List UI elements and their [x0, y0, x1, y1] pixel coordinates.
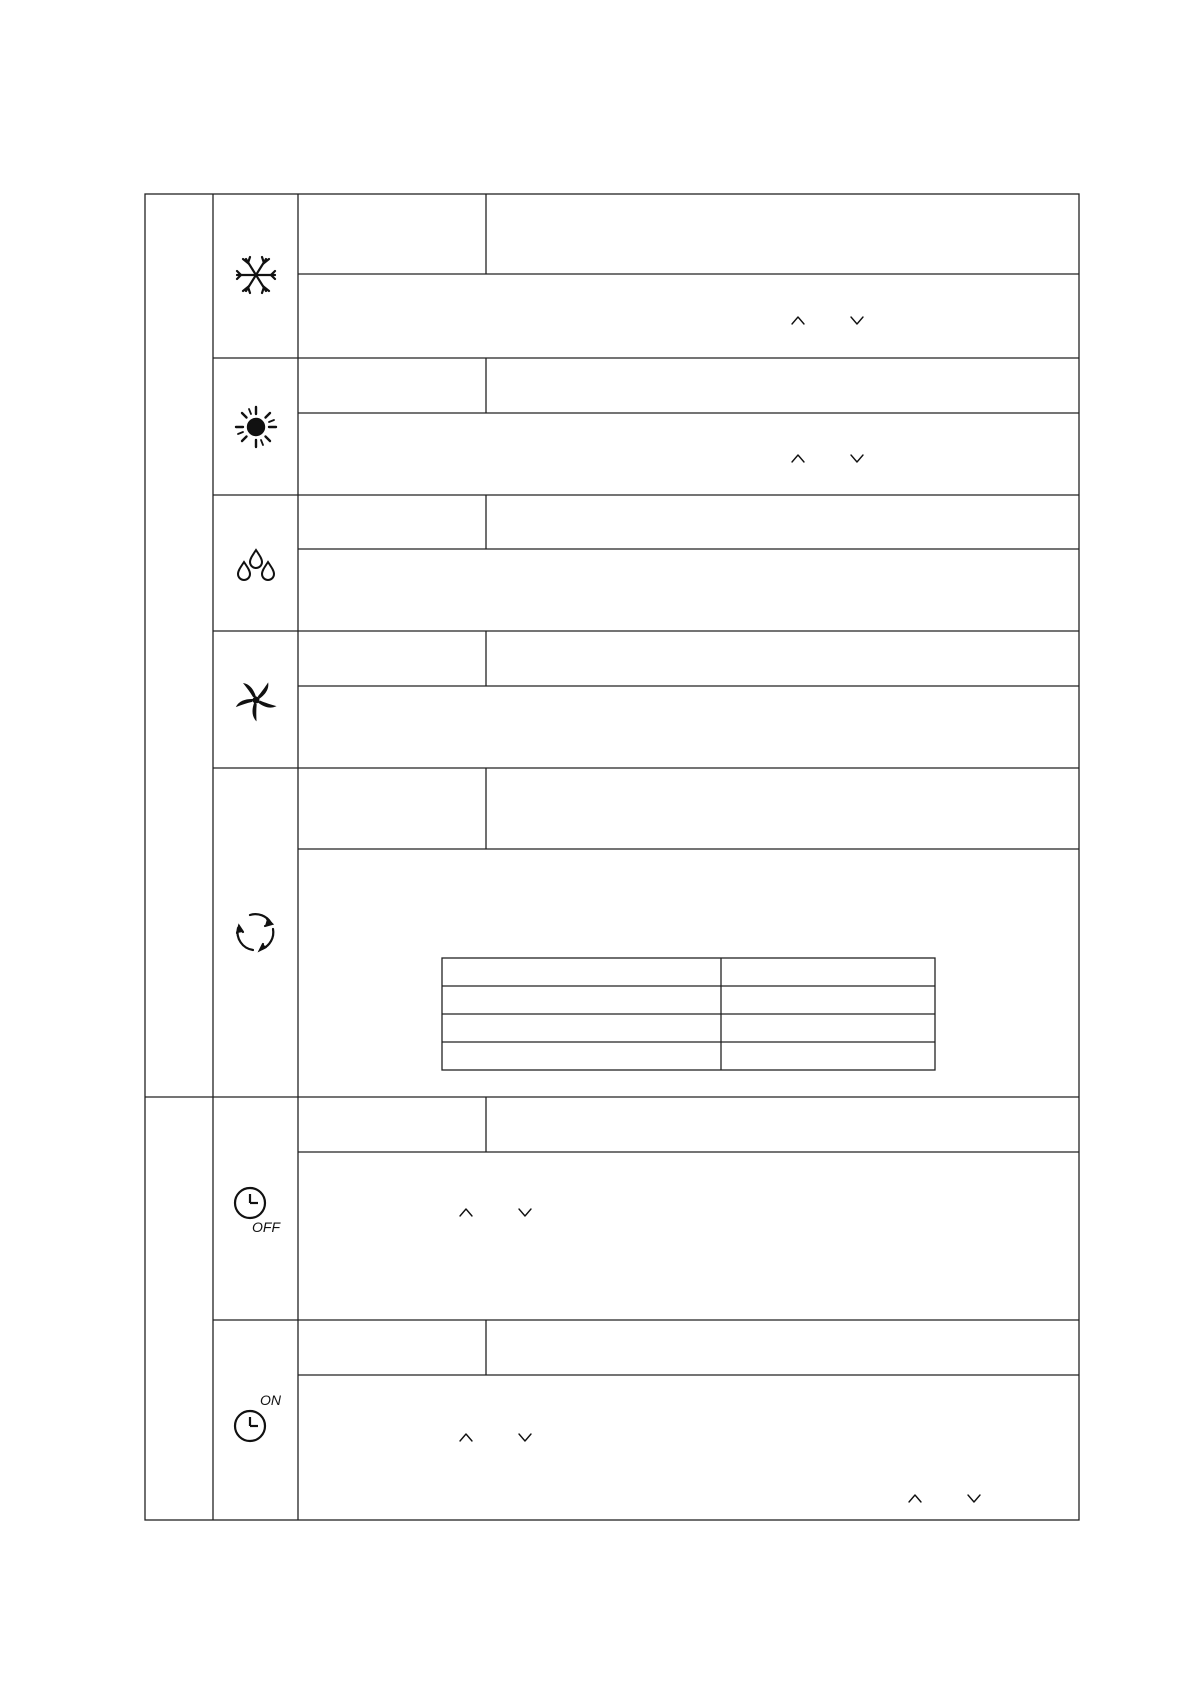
- down-arrow-icon: [519, 1209, 531, 1216]
- auto-cycle-icon: [237, 914, 273, 950]
- up-arrow-icon: [909, 1495, 921, 1502]
- sun-icon: [236, 407, 276, 447]
- up-arrow-icon: [792, 455, 804, 462]
- timer-off-label: OFF: [252, 1219, 280, 1235]
- down-arrow-icon: [519, 1434, 531, 1441]
- down-arrow-icon: [851, 317, 863, 324]
- table-border: [145, 194, 1079, 1520]
- up-arrow-icon: [460, 1434, 472, 1441]
- auto-mode-inner-table: [442, 958, 935, 1070]
- timer-on-label: ON: [260, 1392, 281, 1408]
- down-arrow-icon: [968, 1495, 980, 1502]
- timer-on-icon: [235, 1411, 265, 1441]
- down-arrow-icon: [851, 455, 863, 462]
- water-drops-icon: [238, 550, 274, 580]
- fan-icon: [236, 682, 277, 721]
- timer-off-icon: [235, 1188, 265, 1218]
- up-arrow-icon: [792, 317, 804, 324]
- snowflake-icon: [237, 257, 275, 293]
- up-arrow-icon: [460, 1209, 472, 1216]
